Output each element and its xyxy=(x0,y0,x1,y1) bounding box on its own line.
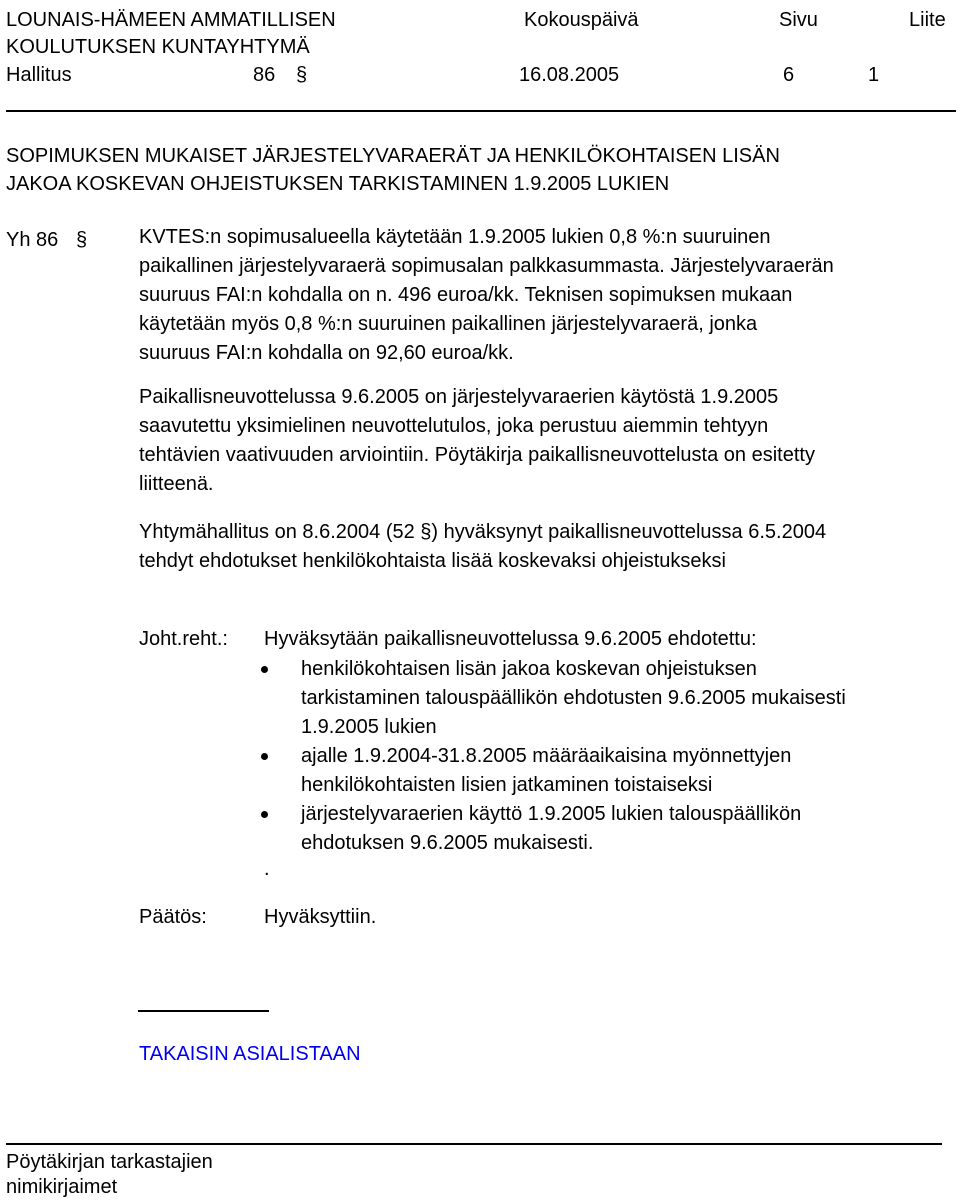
header-date-label: Kokouspäivä xyxy=(524,9,639,31)
list-item-line: 1.9.2005 lukien xyxy=(301,716,437,738)
paragraph-line: Paikallisneuvottelussa 9.6.2005 on järjestelyvaraerien käytöstä 1.9.2005 xyxy=(139,386,779,408)
footer-line1: Pöytäkirjan tarkastajien xyxy=(6,1151,213,1173)
paragraph-line: KVTES:n sopimusalueella käytetään 1.9.2005 lukien 0,8 %:n suuruinen xyxy=(139,226,771,248)
paragraph-line: tehtävien vaativuuden arviointiin. Pöytäkirja paikallisneuvottelusta on esitetty xyxy=(139,444,815,466)
document-title-line2: JAKOA KOSKEVAN OHJEISTUKSEN TARKISTAMINEN 1.9.2005 LUKIEN xyxy=(6,173,670,195)
paragraph-2 xyxy=(139,383,959,499)
paragraph-line: käytetään myös 0,8 %:n suuruinen paikallinen järjestelyvaraerä, jonka xyxy=(139,313,758,335)
list-item-line: henkilökohtaisten lisien jatkaminen toistaiseksi xyxy=(301,774,713,796)
paragraph-line: tehdyt ehdotukset henkilökohtaista lisää koskevaksi ohjeistukseksi xyxy=(139,550,726,572)
list-item xyxy=(263,800,846,858)
footer-rule xyxy=(6,1143,942,1145)
section-sign-icon: § xyxy=(296,64,308,86)
header-rule xyxy=(6,110,956,112)
list-item xyxy=(263,655,846,742)
paragraph-line: Yhtymähallitus on 8.6.2004 (52 §) hyväksynyt paikallisneuvottelussa 6.5.2004 xyxy=(139,521,827,543)
org-name-line1: LOUNAIS-HÄMEEN AMMATILLISEN xyxy=(6,9,336,31)
short-divider xyxy=(138,1010,269,1012)
paragraph-3 xyxy=(139,518,959,576)
decision-label: Päätös: xyxy=(139,906,207,928)
paragraph-line: saavutettu yksimielinen neuvottelutulos, joka perustuu aiemmin tehtyyn xyxy=(139,415,769,437)
document-title-line1: SOPIMUKSEN MUKAISET JÄRJESTELYVARAERÄT JA HENKILÖKOHTAISEN LISÄN xyxy=(6,145,780,167)
proposal-bullet-list xyxy=(263,655,846,858)
trailing-dot: . xyxy=(264,858,270,880)
section-number: 86 xyxy=(253,64,276,86)
list-item xyxy=(263,742,846,800)
proposal-intro: Hyväksytään paikallisneuvottelussa 9.6.2005 ehdotettu: xyxy=(264,628,757,650)
section-sign-icon: § xyxy=(76,229,88,251)
header-page-label: Sivu xyxy=(779,9,818,31)
list-item-line: ajalle 1.9.2004-31.8.2005 määräaikaisina myönnettyjen xyxy=(301,745,792,767)
paragraph-line: liitteenä. xyxy=(139,473,214,495)
page-number: 6 xyxy=(783,64,795,86)
decision-text: Hyväksyttiin. xyxy=(264,906,377,928)
body-name: Hallitus xyxy=(6,64,72,86)
paragraph-line: paikallinen järjestelyvaraerä sopimusalan palkkasummasta. Järjestelyvaraerän xyxy=(139,255,834,277)
proposal-label: Joht.reht.: xyxy=(139,628,228,650)
meeting-date: 16.08.2005 xyxy=(519,64,620,86)
list-item-line: tarkistaminen talouspäällikön ehdotusten 9.6.2005 mukaisesti xyxy=(301,687,846,709)
item-reference: Yh 86 xyxy=(6,229,59,251)
header-attachment-label: Liite xyxy=(909,9,946,31)
list-item-line: järjestelyvaraerien käyttö 1.9.2005 lukien talouspäällikön xyxy=(301,803,802,825)
list-item-line: henkilökohtaisen lisän jakoa koskevan ohjeistuksen xyxy=(301,658,757,680)
bullet-icon xyxy=(261,753,268,760)
org-name-line2: KOULUTUKSEN KUNTAYHTYMÄ xyxy=(6,36,310,58)
footer-line2: nimikirjaimet xyxy=(6,1176,118,1198)
paragraph-line: suuruus FAI:n kohdalla on 92,60 euroa/kk. xyxy=(139,342,514,364)
attachment-number: 1 xyxy=(868,64,880,86)
list-item-line: ehdotuksen 9.6.2005 mukaisesti. xyxy=(301,832,594,854)
bullet-icon xyxy=(261,811,268,818)
back-to-agenda-link[interactable]: TAKAISIN ASIALISTAAN xyxy=(139,1043,361,1065)
paragraph-line: suuruus FAI:n kohdalla on n. 496 euroa/kk. Teknisen sopimuksen mukaan xyxy=(139,284,793,306)
paragraph-1 xyxy=(139,223,959,368)
bullet-icon xyxy=(261,666,268,673)
